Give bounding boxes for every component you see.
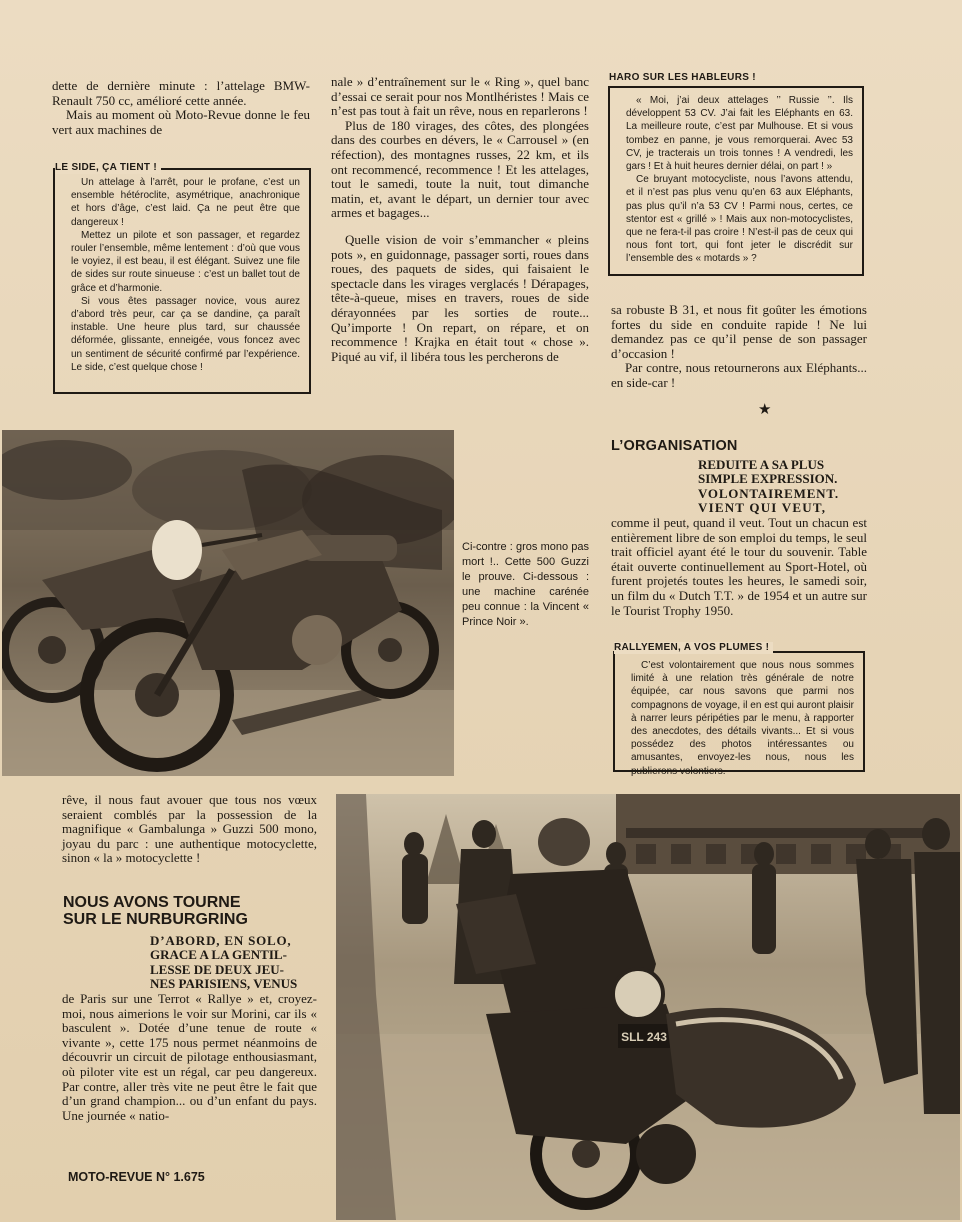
nurburgring-lead-line: NES PARISIENS, VENUS (150, 975, 298, 991)
license-plate: SLL 243 (621, 1030, 667, 1044)
nurburgring-heading-line: NOUS AVONS TOURNE (63, 894, 241, 911)
nurburgring-heading-line: SUR LE NURBURGRING (63, 911, 248, 928)
box-side-title: LE SIDE, ÇA TIENT ! (55, 162, 161, 174)
organisation-body-text: comme il peut, quand il veut. Tout un chacun est entièrement libre de son emploi du temps, le seul trait officiel ayant été le tour du souvenir. Table était ouverte continuellement au Sport-Hotel, où furent projetés toutes les heures, le samedi soir, un film du « Dutch T.T. » de 1954 et un autre sur le Tourist Trophy 1950. (611, 515, 867, 618)
organisation-heading: L’ORGANISATION (611, 438, 738, 454)
organisation-lead-line: SIMPLE EXPRESSION. (698, 471, 838, 487)
col3-text (611, 303, 867, 391)
col2-text (331, 75, 589, 364)
box-rallye-p1: C’est volontairement que nous nous sommes limité à une relation très générale de notre équipée, car nous savons que parmi nos compagnons de voyage, il en est qui auront plaisir à narrer leurs péripéties par le menu, à rapporter des anecdotes, des détails vivants... Et si vous possédez des photos intéressantes ou amusantes, envoyez-les nous, nous les publierons volontiers. (631, 660, 854, 777)
photo-guzzi-motorcycle (2, 430, 454, 776)
organisation-lead-line: REDUITE A SA PLUS (698, 457, 825, 472)
organisation-lead-line: VOLONTAIREMENT. (698, 485, 839, 501)
nurburgring-body (62, 992, 317, 1123)
col1-text (52, 79, 310, 137)
box-rallye (613, 651, 865, 777)
photo-vincent-sidecar (336, 794, 960, 1220)
box-haro (608, 86, 864, 276)
col1-p1: dette de dernière minute : l’attelage BMW-Renault 750 cc, amélioré cette année. (52, 78, 310, 108)
photo-vincent-illustration (336, 794, 960, 1220)
organisation-lead (698, 458, 866, 515)
box-haro-p2: Ce bruyant motocycliste, nous l’avons attendu, et il n’est pas plus venu qu’en 63 aux Eléphants, pas plus qu’il n’a 53 CV ! Parmi nous, certes, ce stentor est « grillé » ! Mais aux non-motocyclistes, que ne fera-t-il pas croire ! N’est-il pas de ceux qui nous font tort, qui font jeter le discrédit sur l’ensemble des « motards » ? (626, 174, 853, 265)
box-rallye-title: RALLYEMEN, A VOS PLUMES ! (614, 642, 773, 654)
col-bottom-p1: rêve, il nous faut avouer que tous nos vœux seraient comblés par la possession de la magnifique « Gambalunga » Guzzi 500 mono, joyau du parc : une authentique motocyclette, sinon « la » motocyclette ! (62, 792, 317, 866)
nurburgring-lead-line: D’ABORD, EN SOLO, (150, 933, 292, 948)
col2-p3: Quelle vision de voir s’emmancher « pleins pots », en guidonnage, passager sorti, roues dans roues, des paquets de sides, qui faisaient le spectacle dans les virages verglacés ! Dérapages, tête-à-queue, mises en travers, roues de side dérayonnées par les sorties de route... Qu’importe ! On repart, on répare, et on recommence ! Krajka en était tout « chose ». Piqué au vif, il libéra tous les percherons de (331, 231, 589, 364)
organisation-lead-line: VIENT QUI VEUT, (698, 499, 827, 515)
box-side-p3: Si vous êtes passager novice, vous aurez d’abord très peur, car ça se dandine, ça paraît instable. Une heure plus tard, sur chaussée déformée, glissante, enneigée, vous foncez avec un sentiment de sécurité confirmé par l’expérience. Le side, c’est quelque chose ! (71, 295, 300, 373)
box-haro-p1: « Moi, j’ai deux attelages ’’ Russie ’’. Ils développent 53 CV. J’ai fait les Eléphants en 63. La meilleure route, c’est par Mulhouse. Et si vous tombez en panne, je vous remorquerai. Avec 53 CV, je tracterais un trois tonnes ! A vendredi, les gars ! Et à huit heures dernier délai, on part ! » (626, 95, 853, 173)
col3-p1: sa robuste B 31, et nous fit goûter les émotions fortes du side en conduite rapide ! Ne lui demandez pas ce qu’il pense de son passager d’occasion ! (611, 302, 867, 361)
photo-caption: Ci-contre : gros mono pas mort !.. Cette 500 Guzzi le prouve. Ci-dessous : une machine carénée peu connue : la Vincent « Prince Noir ». (462, 541, 589, 628)
organisation-body (611, 516, 867, 618)
box-side (53, 168, 311, 394)
nurburgring-heading (63, 894, 318, 928)
box-side-p1: Un attelage à l’arrêt, pour le profane, c’est un ensemble hétéroclite, asymétrique, anachronique et hors d’âge, c’est laid. Ça ne peut être que dangereux ! (71, 177, 300, 228)
col2-p2: Plus de 180 virages, des côtes, des plongées dans des courbes en dévers, le « Carrousel » (en réfection), des montagnes russes, 22 km, et ils ont recommencé, recommence ! Et les attelages, tout le samedi, toute la nuit, tout dimanche matin, et, avant le départ, un dernier tour avec armes et bagages... (331, 117, 589, 221)
nurburgring-lead-line: GRACE A LA GENTIL- (150, 947, 287, 963)
nurburgring-lead (150, 934, 318, 991)
col-bottom-text (62, 793, 317, 866)
col3-p2: Par contre, nous retournerons aux Eléphants... en side-car ! (611, 360, 867, 390)
box-haro-title: HARO SUR LES HABLEURS ! (609, 72, 760, 84)
col1-p2: Mais au moment où Moto-Revue donne le feu vert aux machines de (52, 107, 310, 137)
nurburgring-body-text: de Paris sur une Terrot « Rallye » et, croyez-moi, nous aimerions le voir sur Morini, car ils « basculent ». Dotée d’une tenue de route « vivante », cette 175 nous permet néanmoins de découvrir un circuit de pilotage enthousiasmant, où piloter vite est un régal, car peu dangereux. Par contre, aller très vite ne peut être le fait que d’un grand champion... ou d’un enfant du pays. Une journée « natio- (62, 991, 317, 1123)
box-side-p2: Mettez un pilote et son passager, et regardez rouler l’ensemble, même lentement : d’où que vous le voyiez, il est beau, il est élégant. Suivez une file de sides sur route sinueuse : c’est un ballet tout de grâce et d’harmonie. (71, 229, 300, 294)
star-icon: ★ (758, 402, 772, 418)
nurburgring-lead-line: LESSE DE DEUX JEU- (150, 961, 285, 977)
page-footer: MOTO-REVUE N° 1.675 (68, 1170, 205, 1184)
photo-guzzi-illustration (2, 430, 454, 776)
col2-p1: nale » d’entraînement sur le « Ring », quel banc d’essai ce serait pour nos Montlhéristes ! Mais ce n’est pas tout à fait un rêve, nous en reparlerons ! (331, 74, 589, 119)
